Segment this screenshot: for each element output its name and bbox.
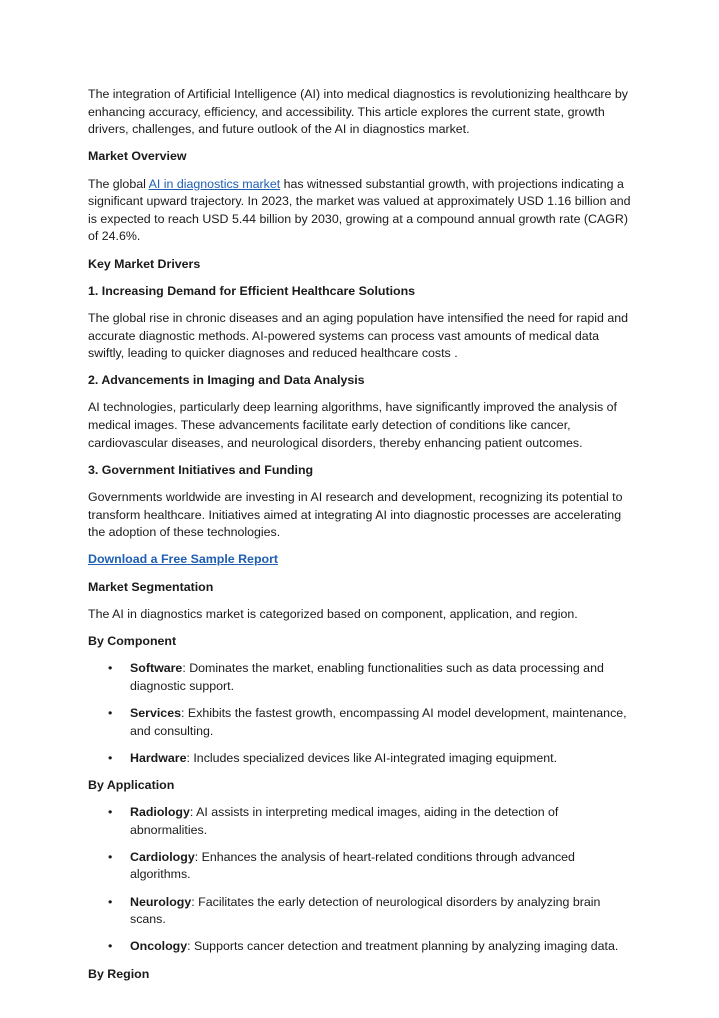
bullet-icon: • [108, 750, 113, 765]
list-item [88, 894, 636, 929]
key-drivers-heading: Key Market Drivers [88, 256, 201, 271]
ai-diagnostics-market-link[interactable]: AI in diagnostics market [148, 176, 281, 191]
market-segmentation-text: The AI in diagnostics market is categorized based on component, application, and region. [88, 606, 578, 621]
market-overview-text-after: has witnessed substantial growth, with projections indicating a significant upward trajectory. In 2023, the market was valued at approximately USD 1.16 billion and is expected to reach USD 5.44 billion by 2030, growing at a compound annual growth rate (CAGR) of 24.6%. [88, 176, 631, 244]
bullet-icon: • [108, 805, 113, 820]
application-list [88, 804, 636, 956]
article-body [88, 86, 636, 993]
bullet-icon: • [108, 849, 113, 864]
market-segmentation-heading: Market Segmentation [88, 579, 214, 594]
list-item-desc: : Enhances the analysis of heart-related conditions through advanced algorithms. [130, 849, 575, 882]
driver-3-text: Governments worldwide are investing in AI research and development, recognizing its potential to transform healthcare. Initiatives aimed at integrating AI into diagnostic processes are accelerating the adoption of these technologies. [88, 490, 623, 540]
list-item-term: Radiology [130, 805, 190, 820]
list-item-term: Neurology [130, 894, 192, 909]
list-item-term: Services [130, 705, 181, 720]
list-item-term: Cardiology [130, 849, 195, 864]
list-item-desc: : AI assists in interpreting medical images, aiding in the detection of abnormalities. [130, 805, 559, 837]
by-application-heading: By Application [88, 777, 175, 792]
list-item-desc: : Facilitates the early detection of neurological disorders by analyzing brain scans. [130, 894, 601, 927]
list-item [88, 705, 636, 740]
download-sample-report-link[interactable]: Download a Free Sample Report [88, 552, 279, 567]
list-item-desc: : Exhibits the fastest growth, encompassing AI model development, maintenance, and consulting. [130, 705, 627, 738]
driver-2-text: AI technologies, particularly deep learning algorithms, have significantly improved the analysis of medical images. These advancements facilitate early detection of conditions like cancer, cardiovascular diseases, and neurological disorders, thereby enhancing patient outcomes. [88, 400, 617, 450]
component-list [88, 660, 636, 767]
bullet-icon: • [108, 939, 113, 954]
market-overview-paragraph [88, 176, 636, 246]
bullet-icon: • [108, 661, 113, 676]
driver-2-title: 2. Advancements in Imaging and Data Analysis [88, 373, 365, 388]
list-item-desc: : Dominates the market, enabling functionalities such as data processing and diagnostic support. [130, 661, 604, 693]
list-item-desc: : Includes specialized devices like AI-integrated imaging equipment. [186, 750, 558, 765]
driver-3-title: 3. Government Initiatives and Funding [88, 462, 314, 477]
list-item-term: Software [130, 661, 183, 676]
market-overview-text-before: The global [88, 176, 149, 191]
driver-1-text: The global rise in chronic diseases and an aging population have intensified the need for rapid and accurate diagnostic methods. AI-powered systems can process vast amounts of medical data swiftly, leading to quicker diagnoses and reduced healthcare costs . [88, 310, 629, 361]
by-region-heading: By Region [88, 966, 150, 981]
intro-paragraph: The integration of Artificial Intelligence (AI) into medical diagnostics is revolutionizing healthcare by enhancing accuracy, efficiency, and accessibility. This article explores the current state, growth drivers, challenges, and future outlook of the AI in diagnostics market. [88, 87, 628, 137]
list-item [88, 938, 636, 956]
driver-1-title: 1. Increasing Demand for Efficient Healthcare Solutions [88, 283, 416, 298]
list-item [88, 750, 636, 768]
bullet-icon: • [108, 894, 113, 909]
bullet-icon: • [108, 705, 113, 720]
list-item-term: Hardware [130, 750, 187, 765]
list-item-desc: : Supports cancer detection and treatment planning by analyzing imaging data. [187, 939, 619, 954]
by-component-heading: By Component [88, 633, 177, 648]
list-item-term: Oncology [130, 939, 188, 954]
download-paragraph [88, 551, 636, 569]
list-item [88, 660, 636, 695]
market-overview-heading: Market Overview [88, 149, 187, 164]
list-item [88, 849, 636, 884]
list-item [88, 804, 636, 839]
